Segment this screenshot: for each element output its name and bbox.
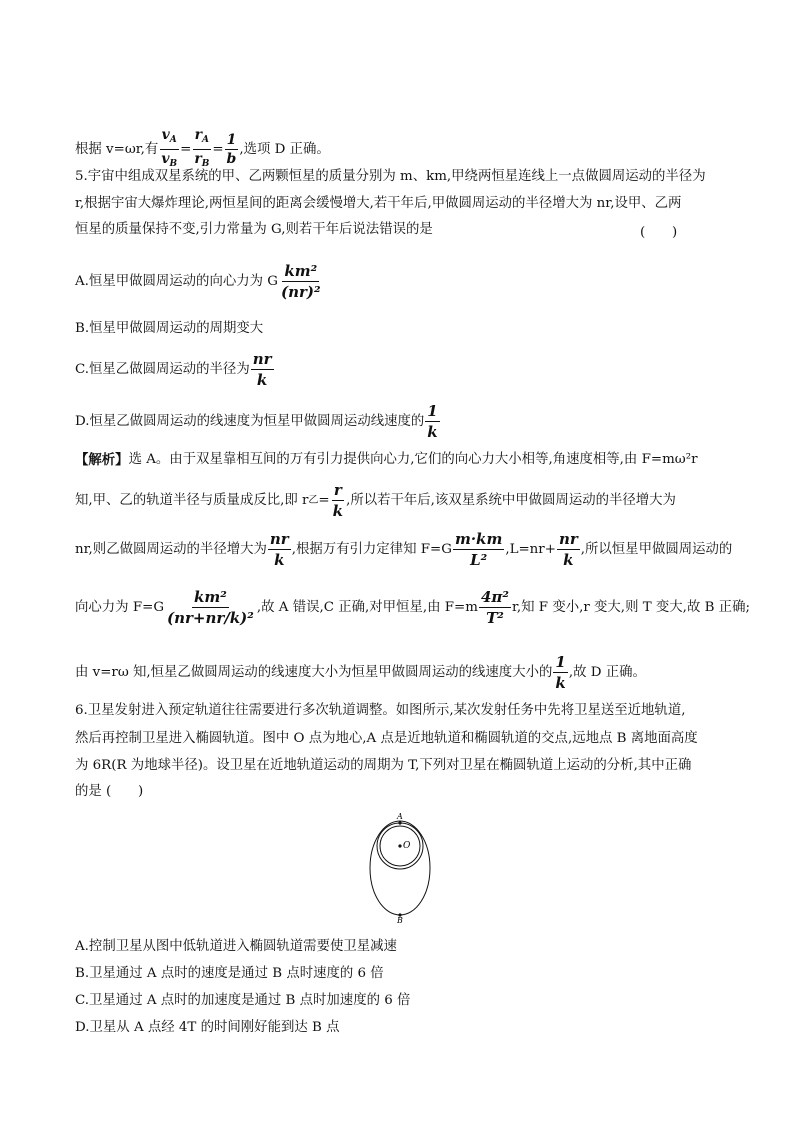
answer-line-prev: [75, 127, 330, 172]
solution-line2: [75, 481, 676, 520]
fraction: $\frac{m\cdot km}{\text{L²}}$: [454, 530, 503, 569]
fraction: $\frac{\text{km²}}{\text{(nr+nr/k)²}}$: [167, 588, 254, 627]
text: ,所以若干年后,该双星系统中甲做圆周运动的半径增大为: [346, 492, 676, 508]
label-a: A: [397, 812, 403, 821]
fraction-ra-rb: $\frac{r_A}{r_B}$: [194, 127, 210, 169]
text: ,故 D 正确。: [568, 664, 646, 680]
q5-line3: 恒星的质量保持不变,引力常量为 G,则若干年后说法错误的是: [75, 222, 433, 237]
solution-tag: 【解析】: [75, 452, 129, 468]
text: 选 A。由于双星靠相互间的万有引力提供向心力,它们的向心力大小相等,角速度相等,由 F=mω²r: [128, 452, 698, 467]
q5-option-c: [75, 350, 275, 389]
option-text: A.恒星甲做圆周运动的向心力为 G: [75, 273, 278, 289]
orbit-diagram: [355, 808, 445, 923]
solution-line4: [75, 588, 750, 627]
option-text: C.恒星乙做圆周运动的半径为: [75, 361, 250, 377]
solution-line3: [75, 530, 732, 569]
label-o: O: [403, 841, 411, 851]
text: ,L=nr+: [505, 541, 556, 557]
answer-paren: ( ): [640, 225, 678, 240]
text: ,根据万有引力定律知 F=G: [291, 541, 452, 557]
text: ,故 A 错误,C 正确,对甲恒星,由 F=m: [256, 599, 478, 615]
subscript: 乙: [308, 494, 319, 506]
text: ,选项 D 正确。: [239, 141, 330, 157]
fraction: $\frac{nr}{k}$: [252, 350, 272, 389]
q6-option-a: A.控制卫星从图中低轨道进入椭圆轨道需要使卫星减速: [75, 939, 397, 954]
q6-line4: 的是 ( ): [75, 784, 144, 799]
elliptical-orbit: [370, 821, 430, 915]
fraction: $\frac{nr}{k}$: [269, 530, 289, 569]
q6-option-d: D.卫星从 A 点经 4T 的时间刚好能到达 B 点: [75, 1020, 340, 1035]
point-a: [398, 821, 401, 824]
text: 知,甲、乙的轨道半径与质量成反比,即 r: [75, 492, 309, 508]
text: nr,则乙做圆周运动的半径增大为: [75, 541, 267, 557]
fraction: $\frac{1}{k}$: [555, 653, 566, 692]
fraction-va-vb: $\frac{v_A}{v_B}$: [161, 127, 178, 169]
fraction: $\frac{r}{k}$: [332, 481, 344, 520]
q5-option-a: [75, 262, 324, 301]
fraction: $\frac{\text{km²}}{\text{(nr)²}}$: [280, 262, 321, 301]
q6-line1: 6.卫星发射进入预定轨道往往需要进行多次轨道调整。如图所示,某次发射任务中先将卫星送至近地轨道,: [75, 703, 686, 718]
fraction: $\frac{1}{k}$: [427, 402, 438, 441]
equals: =: [318, 492, 330, 508]
q6-line3: 为 6R(R 为地球半径)。设卫星在近地轨道运动的周期为 T,下列对卫星在椭圆轨道上运动的分析,其中正确: [75, 758, 692, 773]
fraction: $\frac{nr}{k}$: [558, 530, 578, 569]
fraction-1-b: $\frac{1}{b}$: [226, 132, 237, 167]
text: r,知 F 变小,r 变大,则 T 变大,故 B 正确;: [511, 599, 750, 615]
q5-line1: 5.宇宙中组成双星系统的甲、乙两颗恒星的质量分别为 m、km,甲绕两恒星连线上一点做圆周运动的半径为: [75, 169, 706, 184]
q6-line2: 然后再控制卫星进入椭圆轨道。图中 O 点为地心,A 点是近地轨道和椭圆轨道的交点,远地点 B 离地面高度: [75, 731, 698, 746]
text: 根据 v=ωr,有: [75, 141, 159, 157]
text: 向心力为 F=G: [75, 599, 165, 615]
q5-option-d: [75, 402, 441, 441]
equals: =: [212, 141, 224, 157]
fraction: $\frac{\text{4π²}}{\text{T²}}$: [480, 588, 509, 627]
equals: =: [180, 141, 192, 157]
text: ,所以恒星甲做圆周运动的: [580, 541, 733, 557]
solution-line5: [75, 653, 646, 692]
q6-option-c: C.卫星通过 A 点时的加速度是通过 B 点时加速度的 6 倍: [75, 993, 411, 1008]
q5-line2: r,根据宇宙大爆炸理论,两恒星间的距离会缓慢增大,若干年后,甲做圆周运动的半径增大为 nr,设甲、乙两: [75, 196, 682, 211]
text: 由 v=rω 知,恒星乙做圆周运动的线速度大小为恒星甲做圆周运动的线速度大小的: [75, 664, 553, 680]
q5-option-b: B.恒星甲做圆周运动的周期变大: [75, 321, 264, 336]
solution-line1: [75, 451, 697, 469]
point-o: [398, 844, 401, 847]
q6-option-b: B.卫星通过 A 点时的速度是通过 B 点时速度的 6 倍: [75, 966, 384, 981]
option-text: D.恒星乙做圆周运动的线速度为恒星甲做圆周运动线速度的: [75, 413, 425, 429]
label-b: B: [397, 916, 403, 923]
